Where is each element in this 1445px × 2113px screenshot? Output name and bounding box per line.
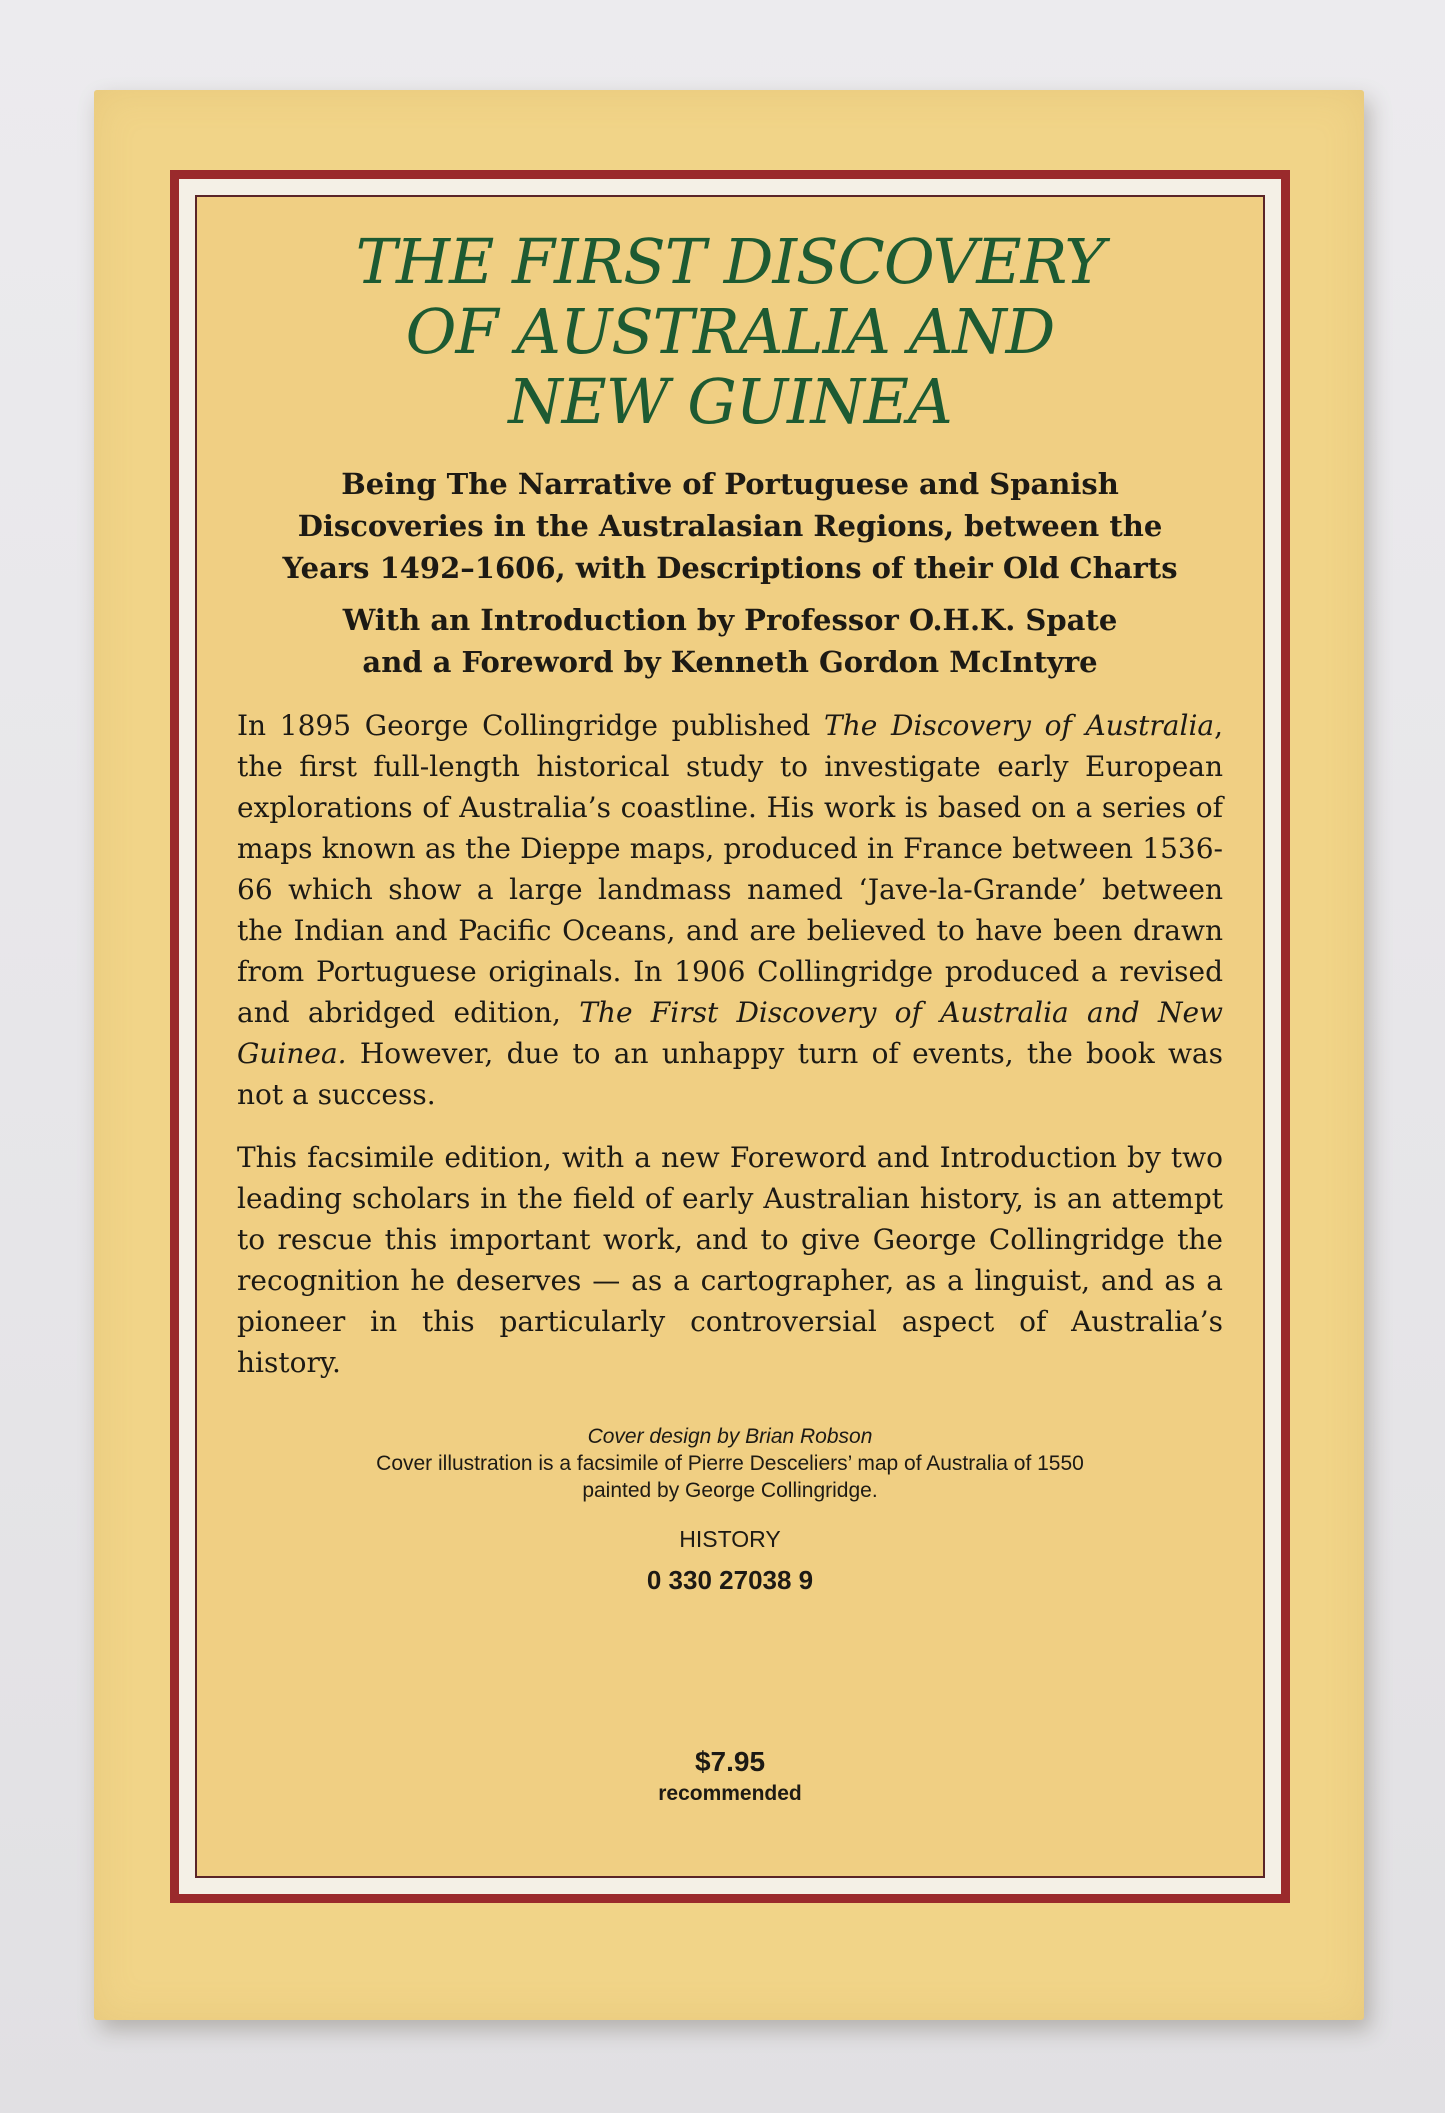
title-line-1: THE FIRST DISCOVERY xyxy=(355,225,1105,298)
subtitle-line-1: Being The Narrative of Portuguese and Spanish xyxy=(341,467,1119,501)
cover-illustration-credit-1: Cover illustration is a facsimile of Pierre Desceliers’ map of Australia of 1550 xyxy=(376,1452,1084,1475)
cover-content xyxy=(237,227,1223,1846)
blurb-p1-italic-title-2: The First Discovery of Australia and New Guinea. xyxy=(237,996,1223,1070)
price-block xyxy=(237,1746,1223,1806)
intro-line-1: With an Introduction by Professor O.H.K. Spate xyxy=(342,603,1118,637)
blurb-p1-text-1: In 1895 George Collingridge published xyxy=(237,709,825,742)
blurb-paragraph-1 xyxy=(237,705,1223,1115)
price-note: recommended xyxy=(658,1782,802,1805)
blurb-p1-text-2: , the first full-length historical study to investigate early European explorations of Australia’s coastline. His work is based on a series of maps known as the Dieppe maps, produced in France between 1536-66 which show a large landmass named ‘Jave-la-Grande’ between the Indian and Pacific Oceans, and are believed to have been drawn from Portuguese originals. In 1906 Collingridge produced a revised and abridged edition, xyxy=(237,709,1223,1029)
book-title xyxy=(237,227,1223,437)
cover-credits xyxy=(237,1423,1223,1504)
cover-design-credit: Cover design by Brian Robson xyxy=(587,1425,873,1448)
book-subtitle xyxy=(237,463,1223,589)
cover-illustration-credit-2: painted by George Collingridge. xyxy=(582,1479,878,1502)
isbn-number: 0 330 27038 9 xyxy=(646,1565,814,1595)
subtitle-line-3: Years 1492–1606, with Descriptions of their Old Charts xyxy=(282,551,1178,585)
blurb-p1-text-3: However, due to an unhappy turn of events, the book was not a success. xyxy=(237,1037,1223,1111)
price: $7.95 xyxy=(694,1746,766,1777)
title-line-3: NEW GUINEA xyxy=(508,365,952,438)
introduction-credit xyxy=(237,599,1223,683)
intro-line-2: and a Foreword by Kenneth Gordon McIntyre xyxy=(362,645,1098,679)
subtitle-line-2: Discoveries in the Australasian Regions, between the xyxy=(297,509,1163,543)
category-label: HISTORY xyxy=(679,1526,781,1552)
book-back-cover xyxy=(94,90,1364,2020)
blurb-p1-italic-title-1: The Discovery of Australia xyxy=(824,709,1215,742)
cover-border-outer xyxy=(170,170,1290,1903)
cover-border-inner xyxy=(195,195,1265,1878)
blurb-paragraph-2: This facsimile edition, with a new Foreword and Introduction by two leading scholars in the field of early Australian history, is an attempt to rescue this important work, and to give George Collingridge the recognition he deserves — as a cartographer, as a linguist, and as a pioneer in this particularly controversial aspect of Australia’s history. xyxy=(237,1141,1223,1379)
title-line-2: OF AUSTRALIA AND xyxy=(405,295,1055,368)
